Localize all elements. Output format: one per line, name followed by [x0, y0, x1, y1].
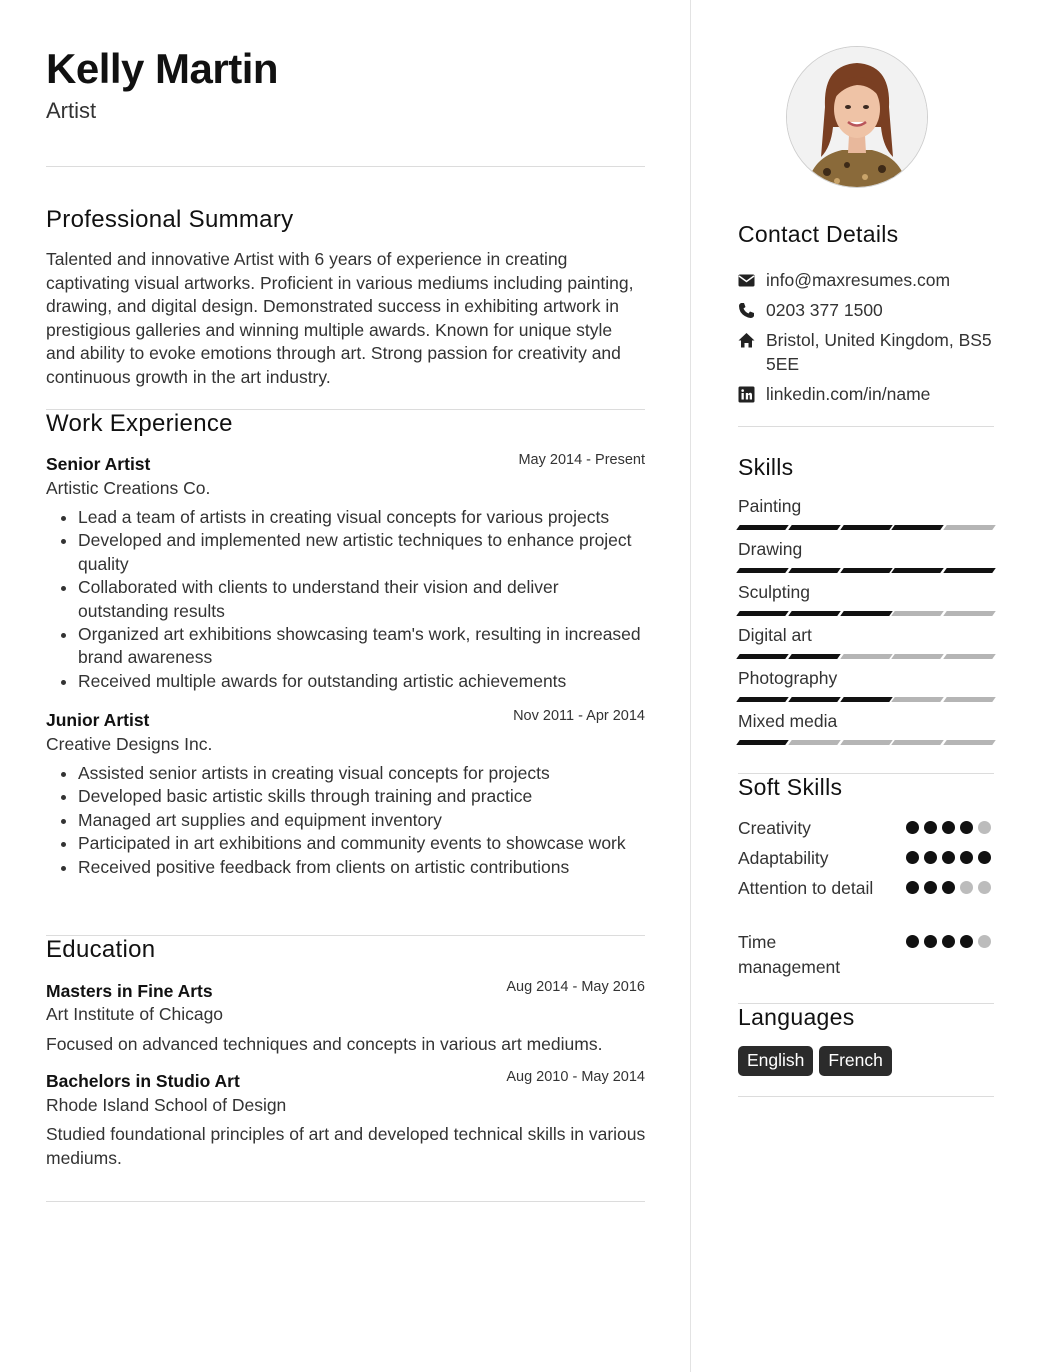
- skill-name: Photography: [738, 668, 838, 688]
- skill-segment: [943, 611, 995, 616]
- school-name: Art Institute of Chicago: [46, 1004, 224, 1024]
- skill-segment: [788, 740, 840, 745]
- contact-linkedin[interactable]: [738, 382, 996, 406]
- linkedin-text[interactable]: linkedin.com/in/name: [766, 384, 931, 404]
- skill-level-bar: [738, 611, 994, 616]
- skill-segment: [892, 697, 944, 702]
- summary-heading: Professional Summary: [46, 206, 294, 233]
- summary-text: Talented and innovative Artist with 6 years of experience in creating captivating visual artworks. Proficient in various mediums including painting, drawing, and digital design. Demonstrated success in exhibiting artwork in prestigious galleries and winning multiple awards. Known for unique style and ability to evoke emotions through art. Strong passion for creativity and continuous growth in the art industry.: [46, 249, 634, 387]
- soft-skill-rating: [906, 851, 991, 864]
- education-dates: Aug 2014 - May 2016: [506, 979, 645, 995]
- rating-dot: [942, 851, 955, 864]
- work-heading: Work Experience: [46, 410, 233, 437]
- skill-segment: [736, 568, 788, 573]
- rating-dot: [978, 935, 991, 948]
- skill-segment: [788, 654, 840, 659]
- skill-segment: [892, 525, 944, 530]
- contact-address: [738, 328, 996, 376]
- phone-text: 0203 377 1500: [766, 300, 883, 320]
- rating-dot: [924, 935, 937, 948]
- contact-divider: [738, 426, 994, 427]
- email-text[interactable]: info@maxresumes.com: [766, 270, 951, 290]
- rating-dot: [978, 881, 991, 894]
- phone-icon: [738, 302, 755, 319]
- skill-segment: [788, 697, 840, 702]
- header-divider: [46, 166, 645, 167]
- skill-segment: [788, 525, 840, 530]
- list-item: • Managed art supplies and equipment inventory: [78, 809, 648, 832]
- rating-dot: [960, 881, 973, 894]
- skill-segment: [788, 568, 840, 573]
- job-title: Senior Artist: [46, 454, 151, 474]
- skill-name: Painting: [738, 496, 802, 516]
- column-divider: [690, 0, 691, 1372]
- profile-photo: [786, 46, 928, 188]
- skill-name: Drawing: [738, 539, 803, 559]
- soft-skills-heading: Soft Skills: [738, 774, 843, 800]
- list-item: • Participated in art exhibitions and community events to showcase work: [78, 832, 648, 855]
- list-item: • Assisted senior artists in creating visual concepts for projects: [78, 762, 648, 785]
- skill-segment: [943, 697, 995, 702]
- education-divider: [46, 1201, 645, 1202]
- address-text: Bristol, United Kingdom, BS5 5EE: [766, 330, 992, 374]
- soft-skill-name: Adaptability: [738, 848, 829, 868]
- languages-list: [738, 1046, 892, 1076]
- rating-dot: [942, 881, 955, 894]
- skill-segment: [892, 654, 944, 659]
- job-bullets: [46, 506, 648, 693]
- job-company: Artistic Creations Co.: [46, 478, 211, 498]
- skill-segment: [892, 740, 944, 745]
- education-dates: Aug 2010 - May 2014: [506, 1069, 645, 1085]
- skill-segment: [840, 525, 892, 530]
- degree-title: Masters in Fine Arts: [46, 981, 213, 1001]
- job-title: Junior Artist: [46, 710, 150, 730]
- list-item: • Developed and implemented new artistic techniques to enhance project quality: [78, 529, 648, 576]
- list-item: • Received multiple awards for outstanding artistic achievements: [78, 670, 648, 693]
- skill-segment: [840, 654, 892, 659]
- skill-segment: [892, 568, 944, 573]
- language-badge: English: [738, 1046, 813, 1076]
- rating-dot: [906, 851, 919, 864]
- list-item: • Collaborated with clients to understand their vision and deliver outstanding results: [78, 576, 648, 623]
- soft-skill-name: Time management: [738, 932, 841, 977]
- school-name: Rhode Island School of Design: [46, 1095, 287, 1115]
- skill-segment: [788, 611, 840, 616]
- rating-dot: [960, 851, 973, 864]
- skill-segment: [840, 611, 892, 616]
- rating-dot: [924, 881, 937, 894]
- envelope-icon: [738, 272, 755, 289]
- rating-dot: [960, 821, 973, 834]
- soft-skill-rating: [906, 821, 991, 834]
- skill-name: Sculpting: [738, 582, 810, 602]
- education-description: Studied foundational principles of art and developed technical skills in various mediums.: [46, 1124, 646, 1168]
- linkedin-icon: [738, 386, 755, 403]
- job-company: Creative Designs Inc.: [46, 734, 213, 754]
- list-item: • Organized art exhibitions showcasing team's work, resulting in increased brand awareness: [78, 623, 648, 670]
- job-bullets: [46, 762, 648, 879]
- skills-heading: Skills: [738, 454, 794, 480]
- list-item: • Received positive feedback from clients on artistic contributions: [78, 856, 648, 879]
- skill-segment: [943, 740, 995, 745]
- soft-skill-rating: [906, 881, 991, 894]
- skill-level-bar: [738, 697, 994, 702]
- rating-dot: [960, 935, 973, 948]
- education-heading: Education: [46, 936, 156, 963]
- skill-segment: [736, 525, 788, 530]
- skill-segment: [736, 740, 788, 745]
- skill-segment: [892, 611, 944, 616]
- education-description: Focused on advanced techniques and concepts in various art mediums.: [46, 1034, 603, 1054]
- skill-segment: [943, 525, 995, 530]
- rating-dot: [924, 821, 937, 834]
- list-item: • Developed basic artistic skills through training and practice: [78, 785, 648, 808]
- list-item: • Lead a team of artists in creating visual concepts for various projects: [78, 506, 648, 529]
- skill-name: Digital art: [738, 625, 812, 645]
- skill-segment: [943, 654, 995, 659]
- job-dates: Nov 2011 - Apr 2014: [513, 708, 645, 724]
- candidate-title: Artist: [46, 98, 97, 123]
- languages-divider: [738, 1096, 994, 1097]
- home-icon: [738, 332, 755, 349]
- skill-segment: [736, 611, 788, 616]
- rating-dot: [906, 935, 919, 948]
- rating-dot: [906, 821, 919, 834]
- soft-skill-rating: [906, 935, 991, 948]
- skill-name: Mixed media: [738, 711, 838, 731]
- rating-dot: [978, 851, 991, 864]
- candidate-name: Kelly Martin: [46, 45, 279, 92]
- soft-skill-name: Creativity: [738, 818, 811, 838]
- skill-level-bar: [738, 654, 994, 659]
- rating-dot: [942, 935, 955, 948]
- degree-title: Bachelors in Studio Art: [46, 1071, 240, 1091]
- skill-segment: [736, 654, 788, 659]
- skill-segment: [840, 740, 892, 745]
- skill-segment: [840, 568, 892, 573]
- contact-email[interactable]: [738, 268, 996, 292]
- skill-segment: [943, 568, 995, 573]
- rating-dot: [924, 851, 937, 864]
- skill-segment: [840, 697, 892, 702]
- skill-segment: [736, 697, 788, 702]
- contact-heading: Contact Details: [738, 221, 899, 247]
- soft-skill-name: Attention to detail: [738, 878, 874, 898]
- rating-dot: [978, 821, 991, 834]
- rating-dot: [942, 821, 955, 834]
- languages-heading: Languages: [738, 1004, 855, 1030]
- skill-level-bar: [738, 740, 994, 745]
- contact-phone[interactable]: [738, 298, 996, 322]
- rating-dot: [906, 881, 919, 894]
- job-dates: May 2014 - Present: [518, 452, 645, 468]
- skill-level-bar: [738, 568, 994, 573]
- language-badge: French: [819, 1046, 891, 1076]
- skill-level-bar: [738, 525, 994, 530]
